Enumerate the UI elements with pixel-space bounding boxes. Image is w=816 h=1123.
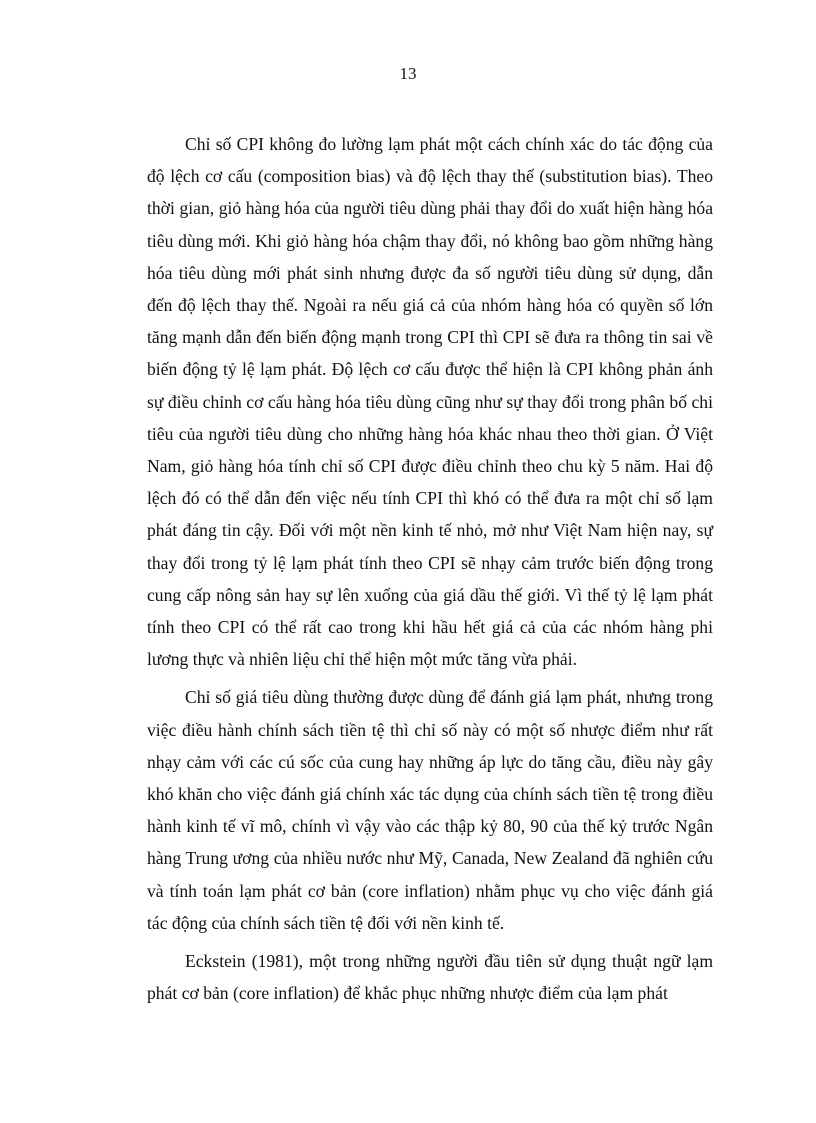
paragraph-consumer-price-index: Chỉ số giá tiêu dùng thường được dùng để đánh giá lạm phát, nhưng trong việc điều hành chính sách tiền tệ thì chỉ số này có một số nhược điểm như rất nhạy cảm với các cú sốc của cung hay những áp lực do tăng cầu, điều này gây khó khăn cho việc đánh giá chính xác tác dụng của chính sách tiền tệ trong điều hành kinh tế vĩ mô, chính vì vậy vào các thập kỷ 80, 90 của thế kỷ trước Ngân hàng Trung ương của nhiều nước như Mỹ, Canada, New Zealand đã nghiên cứu và tính toán lạm phát cơ bản (core inflation) nhằm phục vụ cho việc đánh giá tác động của chính sách tiền tệ đối với nền kinh tế. [147, 687, 713, 933]
paragraph-eckstein: Eckstein (1981), một trong những người đầu tiên sử dụng thuật ngữ lạm phát cơ bản (core inflation) để khắc phục những nhược điểm của lạm phát [147, 951, 713, 1004]
body-text [147, 128, 713, 1015]
page-number: 13 [399, 64, 417, 83]
paragraph-cpi-bias: Chỉ số CPI không đo lường lạm phát một cách chính xác do tác động của độ lệch cơ cấu (composition bias) và độ lệch thay thế (substitution bias). Theo thời gian, giỏ hàng hóa của người tiêu dùng phải thay đổi do xuất hiện hàng hóa tiêu dùng mới. Khi giỏ hàng hóa chậm thay đổi, nó không bao gồm những hàng hóa tiêu dùng mới phát sinh nhưng được đa số người tiêu dùng sử dụng, dẫn đến độ lệch thay thế. Ngoài ra nếu giá cả của nhóm hàng hóa có quyền số lớn tăng mạnh dẫn đến biến động mạnh trong CPI thì CPI sẽ đưa ra thông tin sai về biến động tỷ lệ lạm phát. Độ lệch cơ cấu được thể hiện là CPI không phản ánh sự điều chỉnh cơ cấu hàng hóa tiêu dùng cũng như sự thay đổi trong phân bố chi tiêu của người tiêu dùng cho những hàng hóa khác nhau theo thời gian. Ở Việt Nam, giỏ hàng hóa tính chỉ số CPI được điều chỉnh theo chu kỳ 5 năm. Hai độ lệch đó có thể dẫn đến việc nếu tính CPI thì khó có thể đưa ra một chỉ số lạm phát đáng tin cậy. Đối với một nền kinh tế nhỏ, mở như Việt Nam hiện nay, sự thay đổi trong tỷ lệ lạm phát tính theo CPI sẽ nhạy cảm trước biến động trong cung cấp nông sản hay sự lên xuống của giá dầu thế giới. Vì thế tỷ lệ lạm phát tính theo CPI có thể rất cao trong khi hầu hết giá cả của các nhóm hàng phi lương thực và nhiên liệu chỉ thể hiện một mức tăng vừa phải. [147, 134, 713, 670]
